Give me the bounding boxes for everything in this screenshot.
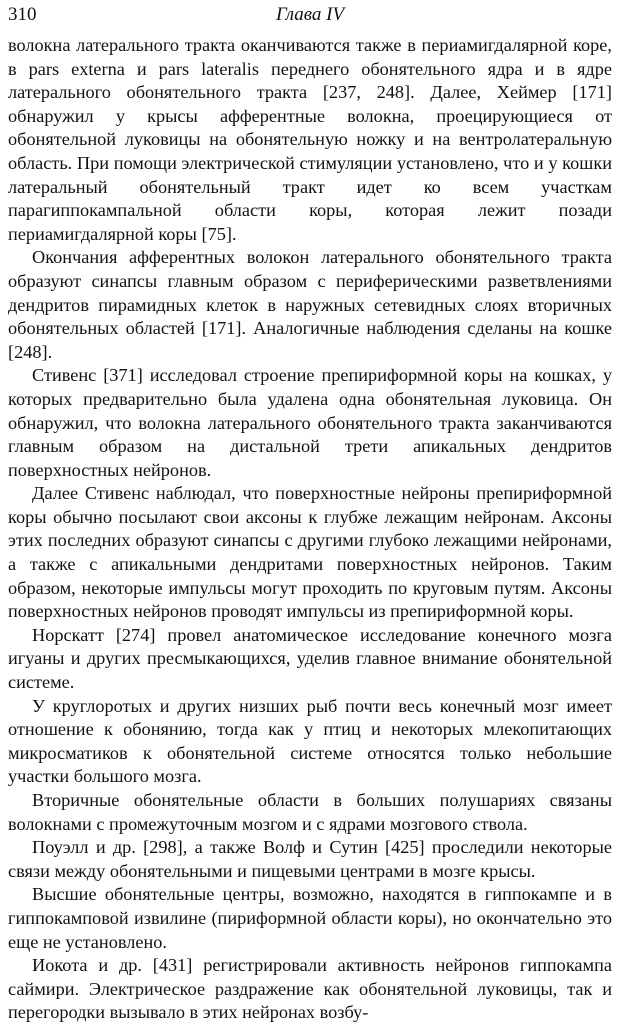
paragraph: Норскатт [274] провел анатомическое исследование конечного мозга игуаны и других пресмыкающихся, уделив главное внимание обонятельной системе. [8, 624, 612, 693]
paragraph: Высшие обонятельные центры, возможно, находятся в гиппокампе и в гиппокамповой извилине (пириформной области коры), но окончательно это еще не установлено. [8, 884, 612, 952]
paragraph: Стивенс [371] исследовал строение препириформной коры на кошках, у которых предварительно была удалена одна обонятельная луковица. Он обнаружил, что волокна латерального обонятельного тракта заканчиваются главным образом на дистальной трети апикальных дендритов поверхностных нейронов. [8, 365, 612, 480]
paragraph: волокна латерального тракта оканчиваются также в периамигдалярной коре, в pars externa и pars lateralis переднего обонятельного ядра и в ядре латерального обонятельного тракта [237, 248]. Далее, Хеймер [171] обнаружил у крысы афферентные волокна, проецирующиеся от обонятельной луковицы на обонятельную ножку и на вентролатеральную область. При помощи электрической стимуляции установлено, что и у кошки латеральный обонятельный тракт идет ко всем участкам парагиппокампальной области коры, которая лежит позади периамигдалярной коры [75]. [8, 35, 612, 244]
body-text [8, 34, 612, 1025]
paragraph: Иокота и др. [431] регистрировали активность нейронов гиппокампа саймири. Электрическое раздражение как обонятельной луковицы, так и перегородки вызывало в этих нейронах возбу- [8, 955, 612, 1023]
chapter-title: Глава IV [275, 4, 345, 25]
page-number: 310 [8, 4, 37, 25]
paragraph: Далее Стивенс наблюдал, что поверхностные нейроны препириформной коры обычно посылают свои аксоны к глубже лежащим нейронам. Аксоны этих последних образуют синапсы с другими глубоко лежащими нейронами, а также с апикальными дендритами поверхностных нейронов. Таким образом, некоторые импульсы могут проходить по круговым путям. Аксоны поверхностных нейронов проводят импульсы из препириформной коры. [8, 483, 612, 622]
paragraph: Вторичные обонятельные области в больших полушариях связаны волокнами с промежуточным мозгом и с ядрами мозгового ствола. [8, 790, 612, 834]
paragraph: Поуэлл и др. [298], а также Волф и Сутин [425] проследили некоторые связи между обонятельными и пищевыми центрами в мозге крысы. [8, 837, 612, 881]
paragraph: У круглоротых и других низших рыб почти весь конечный мозг имеет отношение к обонянию, тогда как у птиц и некоторых млекопитающих микросматиков к обонятельной системе относятся только небольшие участки большого мозга. [8, 695, 612, 787]
paragraph: Окончания афферентных волокон латерального обонятельного тракта образуют синапсы главным образом с периферическими разветвлениями дендритов пирамидных клеток в наружных сетевидных слоях вторичных обонятельных областей [171]. Аналогичные наблюдения сделаны на кошке [248]. [8, 247, 612, 362]
running-head [8, 4, 612, 34]
